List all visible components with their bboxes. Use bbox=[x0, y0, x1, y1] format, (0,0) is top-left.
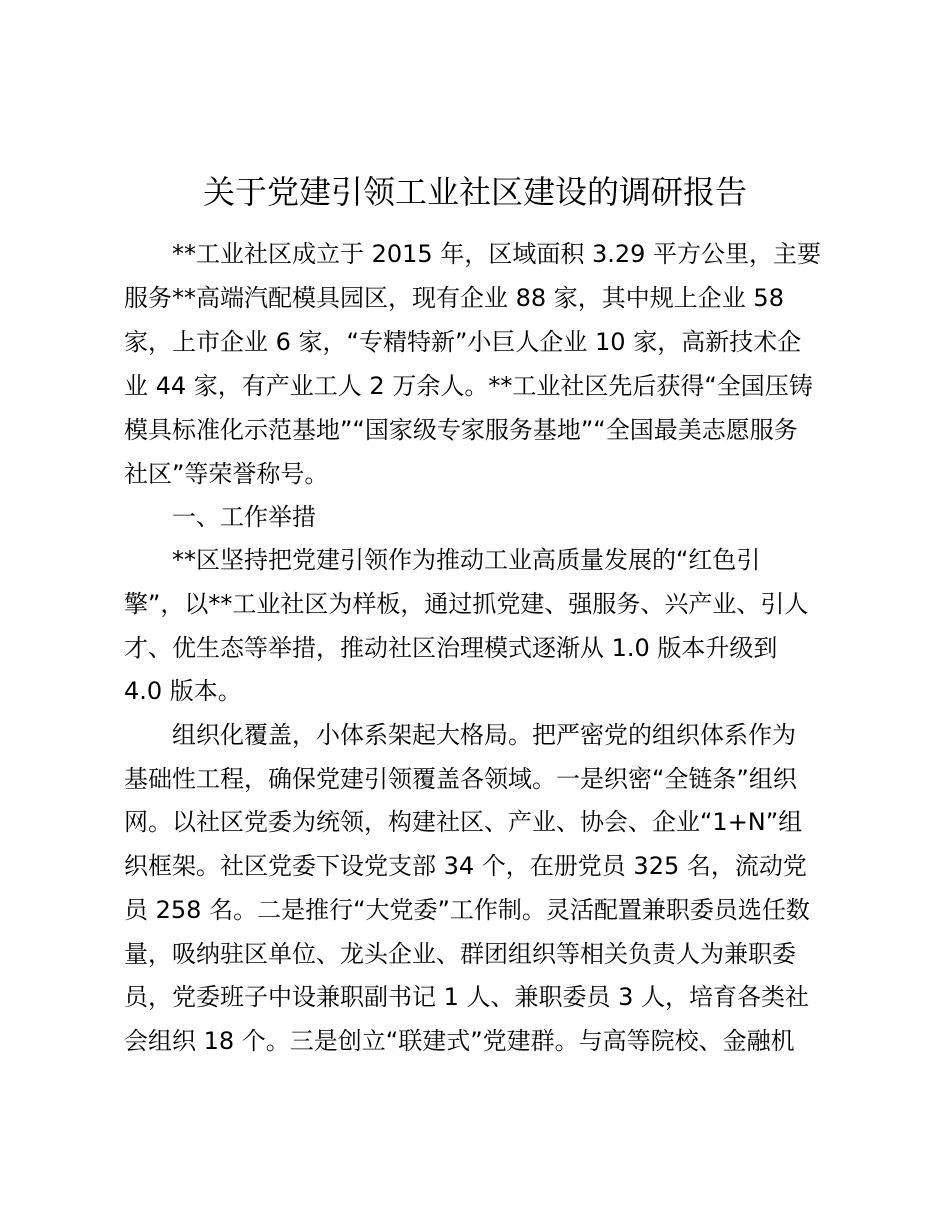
paragraph-line: 员 258 名。二是推行“大党委”工作制。灵活配置兼职委员选任数 bbox=[124, 896, 810, 924]
paragraph-line: 擎”，以**工业社区为样板，通过抓党建、强服务、兴产业、引人 bbox=[124, 590, 809, 618]
paragraph-line: **区坚持把党建引领作为推动工业高质量发展的“红色引 bbox=[172, 546, 761, 574]
paragraph-line: 社区”等荣誉称号。 bbox=[124, 460, 329, 488]
paragraph-line: 4.0 版本。 bbox=[124, 677, 242, 705]
paragraph-line: 家，上市企业 6 家，“专精特新”小巨人企业 10 家，高新技术企 bbox=[124, 328, 802, 356]
paragraph-line: 会组织 18 个。三是创立“联建式”党建群。与高等院校、金融机 bbox=[124, 1027, 795, 1055]
paragraph-line: 服务**高端汽配模具园区，现有企业 88 家，其中规上企业 58 bbox=[124, 284, 784, 312]
section-heading: 一、工作举措 bbox=[172, 503, 316, 531]
paragraph-line: 织框架。社区党委下设党支部 34 个，在册党员 325 名，流动党 bbox=[124, 852, 807, 880]
paragraph-line: 模具标准化示范基地”“国家级专家服务基地”“全国最美志愿服务 bbox=[124, 416, 798, 444]
paragraph-line: 量，吸纳驻区单位、龙头企业、群团组织等相关负责人为兼职委 bbox=[124, 940, 796, 968]
paragraph-line: 业 44 家，有产业工人 2 万余人。**工业社区先后获得“全国压铸 bbox=[124, 372, 813, 400]
paragraph-line: 基础性工程，确保党建引领覆盖各领域。一是织密“全链条”组织 bbox=[124, 765, 797, 793]
paragraph-line: **工业社区成立于 2015 年，区域面积 3.29 平方公里，主要 bbox=[172, 240, 822, 268]
paragraph-line: 才、优生态等举措，推动社区治理模式逐渐从 1.0 版本升级到 bbox=[124, 634, 778, 662]
document-title: 关于党建引领工业社区建设的调研报告 bbox=[202, 173, 747, 211]
paragraph-line: 网。以社区党委为统领，构建社区、产业、协会、企业“1+N”组 bbox=[124, 808, 803, 836]
paragraph-line: 员，党委班子中设兼职副书记 1 人、兼职委员 3 人，培育各类社 bbox=[124, 983, 810, 1011]
paragraph-line: 组织化覆盖，小体系架起大格局。把严密党的组织体系作为 bbox=[172, 721, 796, 749]
